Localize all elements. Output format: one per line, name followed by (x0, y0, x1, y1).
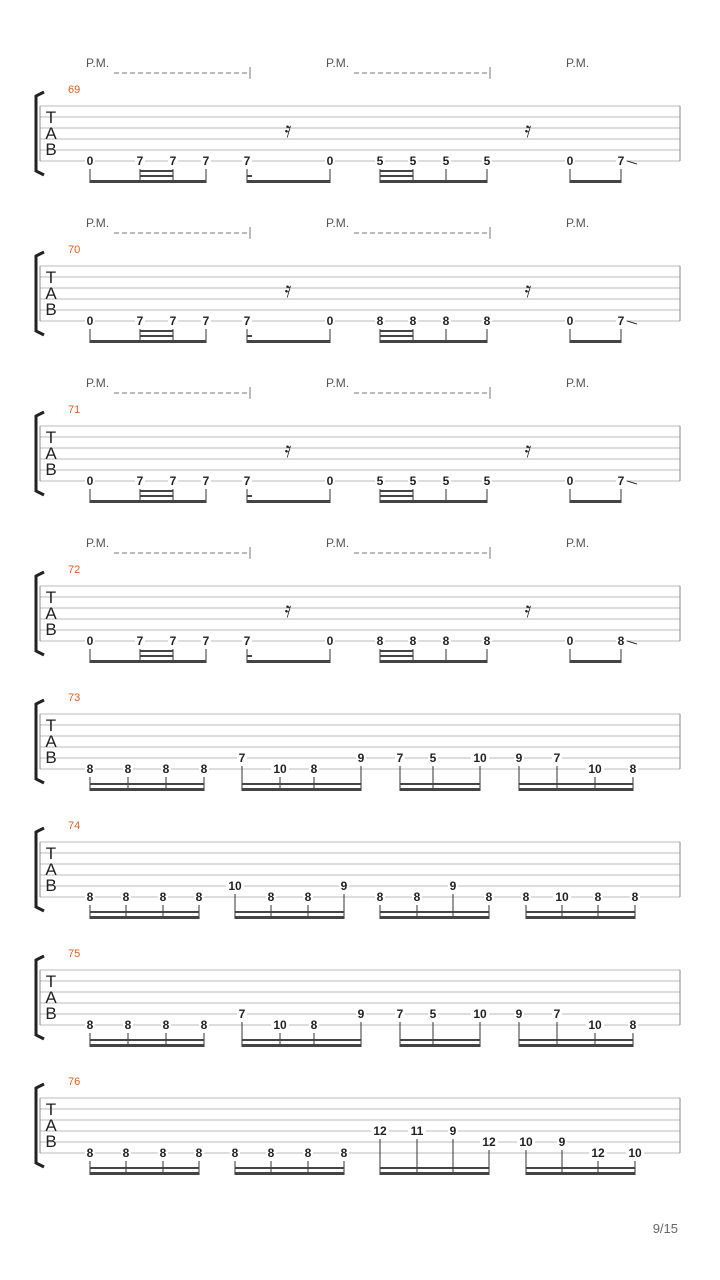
fret-number: 8 (631, 890, 639, 904)
tab-clef-letter: B (45, 300, 57, 319)
beam-primary (235, 1172, 344, 1175)
fret-number: 8 (267, 890, 275, 904)
fret-number: 8 (413, 890, 421, 904)
beam-secondary (400, 783, 480, 785)
tab-system (36, 216, 680, 343)
palm-mute-label: P.M. (326, 56, 350, 70)
tab-clef-letter: A (45, 1116, 57, 1135)
fret-number: 8 (267, 1146, 275, 1160)
beam-secondary (526, 911, 635, 913)
beam-primary (400, 1044, 480, 1047)
beam-stub (247, 335, 252, 337)
fret-number: 8 (340, 1146, 348, 1160)
fret-number: 7 (169, 634, 177, 648)
beam-secondary (90, 1039, 204, 1041)
palm-mute-label: P.M. (326, 376, 350, 390)
sixteenth-rest-icon: 𝄿 (524, 598, 532, 623)
fret-number: 8 (409, 314, 417, 328)
fret-number: 9 (449, 1124, 457, 1138)
fret-number: 0 (86, 314, 94, 328)
fret-number: 9 (449, 879, 457, 893)
beam-primary (570, 660, 621, 663)
beam-primary (380, 1172, 489, 1175)
beam-primary (90, 340, 206, 343)
measure-number: 76 (68, 1076, 81, 1088)
tab-clef-letter: A (45, 860, 57, 879)
fret-number: 7 (238, 1007, 246, 1021)
fret-number: 8 (200, 762, 208, 776)
fret-number: 8 (162, 762, 170, 776)
beam-primary (90, 1172, 199, 1175)
measure-number: 69 (68, 84, 81, 96)
beam-tertiary (140, 490, 173, 492)
fret-number: 0 (326, 634, 334, 648)
fret-number: 7 (243, 474, 251, 488)
tab-system (36, 376, 680, 503)
beam-secondary (90, 911, 199, 913)
fret-number: 10 (628, 1146, 642, 1160)
beam-primary (247, 500, 330, 503)
fret-number: 10 (519, 1135, 533, 1149)
tab-clef-letter: A (45, 604, 57, 623)
fret-number: 8 (162, 1018, 170, 1032)
fret-number: 9 (515, 751, 523, 765)
beam-secondary (380, 1167, 489, 1169)
tab-system (36, 820, 680, 919)
fret-number: 7 (238, 751, 246, 765)
fret-number: 0 (86, 154, 94, 168)
fret-number: 8 (195, 890, 203, 904)
palm-mute-label: P.M. (86, 216, 110, 230)
sixteenth-rest-icon: 𝄿 (284, 438, 292, 463)
fret-number: 7 (617, 314, 625, 328)
fret-number: 5 (483, 154, 491, 168)
tab-clef-letter: T (45, 108, 57, 127)
measure-number: 72 (68, 564, 81, 576)
tab-clef-letter: A (45, 284, 57, 303)
fret-number: 7 (202, 314, 210, 328)
beam-secondary (400, 1039, 480, 1041)
tab-clef-letter: T (45, 1100, 57, 1119)
tab-clef-letter: B (45, 620, 57, 639)
fret-number: 8 (483, 314, 491, 328)
fret-number: 7 (553, 751, 561, 765)
tab-system (36, 1076, 680, 1175)
beam-primary (380, 500, 487, 503)
beam-secondary (140, 495, 173, 497)
measure-number: 73 (68, 692, 81, 704)
beam-tertiary (140, 650, 173, 652)
page-number: 9/15 (652, 1221, 678, 1236)
fret-number: 0 (326, 474, 334, 488)
fret-number: 8 (409, 634, 417, 648)
fret-number: 8 (86, 1146, 94, 1160)
beam-secondary (380, 495, 413, 497)
fret-number: 0 (326, 314, 334, 328)
beam-secondary (242, 783, 361, 785)
fret-number: 8 (86, 1018, 94, 1032)
fret-number: 8 (304, 890, 312, 904)
fret-number: 9 (340, 879, 348, 893)
fret-number: 8 (195, 1146, 203, 1160)
fret-number: 12 (591, 1146, 605, 1160)
fret-number: 8 (522, 890, 530, 904)
fret-number: 7 (243, 314, 251, 328)
fret-number: 8 (304, 1146, 312, 1160)
fret-number: 8 (617, 634, 625, 648)
fret-number: 7 (243, 634, 251, 648)
fret-number: 9 (558, 1135, 566, 1149)
fret-number: 5 (376, 154, 384, 168)
beam-primary (247, 340, 330, 343)
sixteenth-rest-icon: 𝄿 (524, 118, 532, 143)
beam-stub (247, 655, 252, 657)
palm-mute-label: P.M. (566, 376, 590, 390)
fret-number: 0 (86, 474, 94, 488)
fret-number: 8 (122, 1146, 130, 1160)
beam-secondary (380, 175, 413, 177)
fret-number: 8 (124, 1018, 132, 1032)
beam-secondary (235, 1167, 344, 1169)
beam-primary (90, 500, 206, 503)
beam-secondary (140, 175, 173, 177)
fret-number: 7 (136, 154, 144, 168)
fret-number: 5 (409, 154, 417, 168)
beam-primary (380, 916, 489, 919)
tab-clef-letter: B (45, 876, 57, 895)
beam-tertiary (380, 490, 413, 492)
fret-number: 8 (86, 890, 94, 904)
fret-number: 5 (376, 474, 384, 488)
beam-primary (242, 788, 361, 791)
fret-number: 10 (588, 1018, 602, 1032)
fret-number: 7 (617, 474, 625, 488)
beam-primary (570, 180, 621, 183)
fret-number: 10 (228, 879, 242, 893)
beam-secondary (242, 1039, 361, 1041)
palm-mute-label: P.M. (326, 536, 350, 550)
tab-clef-letter: B (45, 748, 57, 767)
tab-clef-letter: A (45, 732, 57, 751)
measure-number: 75 (68, 948, 81, 960)
tab-system (36, 948, 680, 1047)
fret-number: 5 (483, 474, 491, 488)
beam-primary (90, 916, 199, 919)
fret-number: 10 (473, 1007, 487, 1021)
fret-number: 7 (553, 1007, 561, 1021)
fret-number: 8 (442, 314, 450, 328)
fret-number: 8 (310, 1018, 318, 1032)
fret-number: 7 (243, 154, 251, 168)
fret-number: 8 (376, 634, 384, 648)
fret-number: 8 (200, 1018, 208, 1032)
fret-number: 5 (409, 474, 417, 488)
tab-clef-letter: B (45, 1132, 57, 1151)
beam-tertiary (140, 330, 173, 332)
fret-number: 10 (588, 762, 602, 776)
beam-tertiary (380, 170, 413, 172)
beam-secondary (380, 911, 489, 913)
fret-number: 7 (136, 474, 144, 488)
sixteenth-rest-icon: 𝄿 (284, 598, 292, 623)
fret-number: 12 (373, 1124, 387, 1138)
measure-number: 71 (68, 404, 81, 416)
beam-secondary (140, 655, 173, 657)
fret-number: 8 (629, 762, 637, 776)
fret-number: 10 (555, 890, 569, 904)
fret-number: 8 (231, 1146, 239, 1160)
beam-primary (400, 788, 480, 791)
tab-clef-letter: B (45, 460, 57, 479)
beam-primary (90, 660, 206, 663)
beam-secondary (526, 1167, 635, 1169)
beam-stub (247, 175, 252, 177)
fret-number: 0 (86, 634, 94, 648)
fret-number: 9 (357, 751, 365, 765)
beam-secondary (380, 655, 413, 657)
beam-stub (247, 495, 252, 497)
beam-primary (247, 180, 330, 183)
tab-clef-letter: T (45, 972, 57, 991)
beam-primary (570, 340, 621, 343)
fret-number: 7 (396, 1007, 404, 1021)
fret-number: 7 (202, 634, 210, 648)
beam-primary (90, 180, 206, 183)
fret-number: 8 (86, 762, 94, 776)
tab-clef-letter: B (45, 1004, 57, 1023)
tab-clef-letter: A (45, 988, 57, 1007)
beam-primary (380, 180, 487, 183)
fret-number: 8 (442, 634, 450, 648)
fret-number: 7 (169, 314, 177, 328)
beam-secondary (380, 335, 413, 337)
tab-clef-letter: A (45, 444, 57, 463)
fret-number: 5 (429, 1007, 437, 1021)
beam-primary (242, 1044, 361, 1047)
beam-secondary (90, 783, 204, 785)
beam-primary (380, 340, 487, 343)
fret-number: 8 (310, 762, 318, 776)
fret-number: 8 (122, 890, 130, 904)
fret-number: 7 (136, 634, 144, 648)
fret-number: 0 (566, 634, 574, 648)
fret-number: 7 (169, 154, 177, 168)
fret-number: 5 (442, 474, 450, 488)
fret-number: 0 (566, 154, 574, 168)
sixteenth-rest-icon: 𝄿 (284, 278, 292, 303)
fret-number: 10 (473, 751, 487, 765)
fret-number: 8 (594, 890, 602, 904)
measure-number: 74 (68, 820, 81, 832)
palm-mute-label: P.M. (86, 536, 110, 550)
beam-primary (90, 1044, 204, 1047)
fret-number: 8 (376, 314, 384, 328)
beam-secondary (140, 335, 173, 337)
tab-system (36, 536, 680, 663)
tab-clef-letter: T (45, 844, 57, 863)
fret-number: 7 (169, 474, 177, 488)
tab-clef-letter: B (45, 140, 57, 159)
fret-number: 8 (483, 634, 491, 648)
palm-mute-label: P.M. (566, 56, 590, 70)
fret-number: 7 (617, 154, 625, 168)
fret-number: 5 (429, 751, 437, 765)
beam-primary (519, 788, 633, 791)
fret-number: 8 (159, 1146, 167, 1160)
palm-mute-label: P.M. (86, 376, 110, 390)
beam-tertiary (380, 650, 413, 652)
beam-primary (526, 1172, 635, 1175)
palm-mute-label: P.M. (566, 536, 590, 550)
fret-number: 10 (273, 762, 287, 776)
tab-clef-letter: T (45, 716, 57, 735)
fret-number: 12 (482, 1135, 496, 1149)
palm-mute-label: P.M. (86, 56, 110, 70)
fret-number: 8 (485, 890, 493, 904)
beam-secondary (519, 783, 633, 785)
fret-number: 8 (376, 890, 384, 904)
fret-number: 0 (566, 314, 574, 328)
beam-primary (247, 660, 330, 663)
beam-primary (380, 660, 487, 663)
palm-mute-label: P.M. (566, 216, 590, 230)
fret-number: 0 (326, 154, 334, 168)
tab-system (36, 56, 680, 183)
beam-tertiary (380, 330, 413, 332)
beam-secondary (90, 1167, 199, 1169)
tab-clef-letter: T (45, 268, 57, 287)
sixteenth-rest-icon: 𝄿 (524, 278, 532, 303)
palm-mute-label: P.M. (326, 216, 350, 230)
fret-number: 7 (136, 314, 144, 328)
tab-clef-letter: T (45, 428, 57, 447)
beam-primary (235, 916, 344, 919)
fret-number: 10 (273, 1018, 287, 1032)
beam-tertiary (140, 170, 173, 172)
fret-number: 7 (202, 474, 210, 488)
beam-secondary (519, 1039, 633, 1041)
sixteenth-rest-icon: 𝄿 (524, 438, 532, 463)
tab-clef-letter: T (45, 588, 57, 607)
beam-primary (90, 788, 204, 791)
fret-number: 0 (566, 474, 574, 488)
fret-number: 8 (124, 762, 132, 776)
beam-primary (570, 500, 621, 503)
fret-number: 5 (442, 154, 450, 168)
beam-primary (519, 1044, 633, 1047)
fret-number: 7 (396, 751, 404, 765)
fret-number: 7 (202, 154, 210, 168)
tab-system (36, 692, 680, 791)
fret-number: 8 (629, 1018, 637, 1032)
tab-clef-letter: A (45, 124, 57, 143)
beam-secondary (235, 911, 344, 913)
fret-number: 9 (515, 1007, 523, 1021)
beam-primary (526, 916, 635, 919)
fret-number: 9 (357, 1007, 365, 1021)
sixteenth-rest-icon: 𝄿 (284, 118, 292, 143)
measure-number: 70 (68, 244, 81, 256)
fret-number: 11 (410, 1124, 424, 1138)
fret-number: 8 (159, 890, 167, 904)
